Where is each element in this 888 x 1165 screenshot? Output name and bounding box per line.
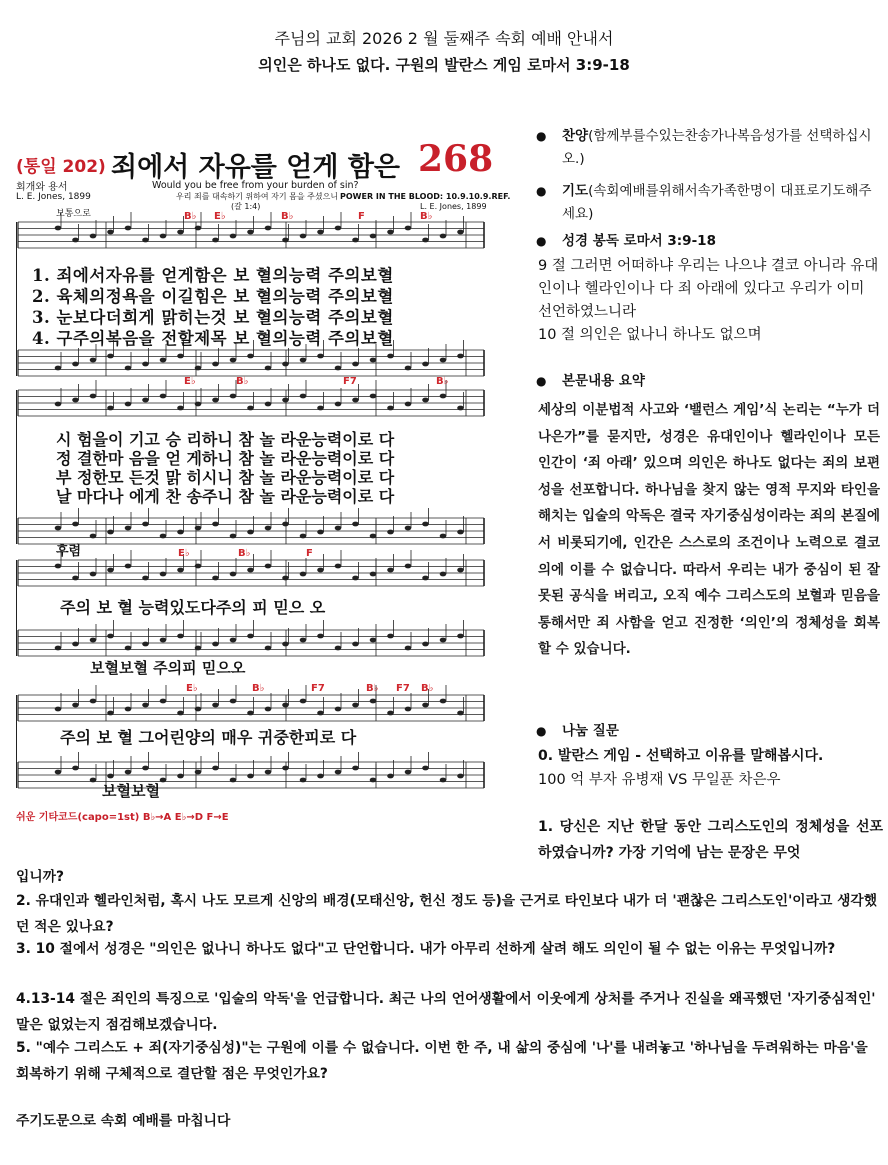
note-head [300, 394, 307, 399]
note-head [195, 646, 202, 651]
note-head [90, 534, 97, 539]
note-head [422, 642, 429, 647]
note-head [107, 406, 114, 411]
note-head [265, 646, 272, 651]
note-head [387, 568, 394, 573]
chord-label: B♭ [420, 211, 433, 222]
section-questions-heading [530, 720, 880, 743]
note-head [422, 576, 429, 581]
note-head [300, 778, 307, 783]
note-head [247, 774, 254, 779]
note-head [55, 526, 62, 531]
section-praise [530, 125, 880, 171]
note-head [300, 234, 307, 239]
note-head [317, 530, 324, 535]
chord-label: F7 [311, 683, 325, 694]
note-head [457, 230, 464, 235]
note-head [177, 406, 184, 411]
note-head [387, 634, 394, 639]
chord-label: B♭ [281, 211, 294, 222]
note-head [440, 394, 447, 399]
note-head [422, 398, 429, 403]
note-head [317, 634, 324, 639]
note-head [335, 646, 342, 651]
note-head [405, 366, 412, 371]
hymn-refrain-line-2: 주의 보 혈 그어린양의 매우 귀중한피로 다 [60, 728, 357, 747]
note-head [195, 402, 202, 407]
note-head [177, 530, 184, 535]
note-head [300, 358, 307, 363]
note-head [177, 354, 184, 359]
note-head [72, 522, 79, 527]
hymn-title: 죄에서 자유를 얻게 함은 [111, 152, 401, 183]
note-head [212, 362, 219, 367]
hymn-lyric-2-2: 정 결한마 음을 얻 게하니 참 놀 라운능력이로 다 [56, 449, 395, 468]
note-head [72, 362, 79, 367]
note-head [247, 711, 254, 716]
hymn-refrain-line-1: 주의 보 혈 능력있도다주의 피 믿으 오 [60, 598, 326, 617]
note-head [177, 568, 184, 573]
note-head [107, 530, 114, 535]
note-head [265, 526, 272, 531]
hymn-composer-right: L. E. Jones, 1899 [420, 202, 487, 211]
chord-label: B♭ [252, 683, 265, 694]
hymn-guitar-chords: 쉬운 기타코드(capo=1st) B♭→A E♭→D F→E [16, 812, 229, 823]
note-head [230, 699, 237, 704]
note-head [177, 634, 184, 639]
note-head [160, 534, 167, 539]
note-head [55, 226, 62, 231]
note-head [142, 362, 149, 367]
note-head [142, 576, 149, 581]
note-head [387, 406, 394, 411]
chord-label: F7 [343, 376, 357, 387]
note-head [387, 354, 394, 359]
chord-label: F7 [396, 683, 410, 694]
questions-label: 나눔 질문 [562, 723, 619, 739]
note-head [370, 394, 377, 399]
note-head [265, 564, 272, 569]
note-head [107, 774, 114, 779]
hymn-number: 268 [418, 138, 494, 180]
note-head [352, 362, 359, 367]
prayer-label: 기도 [562, 183, 589, 199]
note-head [90, 699, 97, 704]
note-head [440, 358, 447, 363]
note-head [247, 406, 254, 411]
summary-label: 본문내용 요약 [562, 373, 645, 389]
hymn-composer-left: L. E. Jones, 1899 [16, 192, 91, 202]
section-reading [530, 230, 880, 347]
note-head [405, 402, 412, 407]
note-head [422, 238, 429, 243]
hymn-lyric-2-3: 부 정한모 든것 맑 히시니 참 놀 라운능력이로 다 [56, 468, 395, 487]
note-head [422, 703, 429, 708]
praise-note: (함께부를수있는찬송가나복음성가를 선택하십시오.) [562, 128, 872, 167]
note-head [125, 526, 132, 531]
note-head [387, 530, 394, 535]
hymn-verse-ref: 우리 죄를 대속하기 위하여 자기 몸을 주셨으니 [176, 192, 339, 201]
note-head [387, 711, 394, 716]
question-0: 0. 발란스 게임 - 선택하고 이유를 말해봅시다. [538, 748, 824, 764]
note-head [370, 778, 377, 783]
note-head [125, 707, 132, 712]
note-head [405, 770, 412, 775]
bullet-icon: ● [536, 724, 547, 738]
note-head [300, 534, 307, 539]
note-head [335, 707, 342, 712]
note-head [352, 522, 359, 527]
question-4: 4.13-14 절은 죄인의 특징으로 '입술의 악독'을 언급합니다. 최근 나의 언어생활에서 이웃에게 상처를 주거나 진실을 왜곡했던 '자기중심적인' 말은 없었는지 점검해보겠습니다. [16, 991, 876, 1033]
note-head [352, 398, 359, 403]
note-head [335, 526, 342, 531]
note-head [247, 634, 254, 639]
note-head [317, 230, 324, 235]
note-head [195, 707, 202, 712]
note-head [282, 522, 289, 527]
note-head [282, 398, 289, 403]
note-head [230, 534, 237, 539]
note-head [72, 766, 79, 771]
note-head [72, 642, 79, 647]
chord-label: F [306, 548, 313, 559]
note-head [142, 238, 149, 243]
note-head [125, 402, 132, 407]
note-head [142, 398, 149, 403]
note-head [335, 402, 342, 407]
question-1-part-1: 1. 당신은 지난 한달 동안 그리스도인의 정체성을 선포하였습니까? 가장 기억에 남는 문장은 무엇 [538, 819, 883, 861]
note-head [55, 564, 62, 569]
note-head [352, 642, 359, 647]
note-head [142, 522, 149, 527]
note-head [247, 530, 254, 535]
note-head [212, 642, 219, 647]
note-head [90, 778, 97, 783]
note-head [230, 572, 237, 577]
note-head [335, 770, 342, 775]
note-head [387, 774, 394, 779]
note-head [55, 770, 62, 775]
hymn-ref: (통일 202) [16, 157, 106, 177]
note-head [440, 699, 447, 704]
note-head [90, 234, 97, 239]
note-head [440, 638, 447, 643]
chord-label: E♭ [214, 211, 226, 222]
note-head [370, 699, 377, 704]
chord-label: E♭ [184, 376, 196, 387]
note-head [422, 362, 429, 367]
note-head [107, 711, 114, 716]
note-head [90, 358, 97, 363]
note-head [177, 774, 184, 779]
note-head [230, 358, 237, 363]
note-head [440, 234, 447, 239]
note-head [160, 234, 167, 239]
note-head [230, 778, 237, 783]
prayer-note: (속회예배를위해서속가족한명이 대표로기도해주세요) [562, 183, 872, 222]
note-head [107, 230, 114, 235]
page-title: 주님의 교회 2026 2 월 둘째주 속회 예배 안내서 [274, 29, 614, 48]
note-head [247, 568, 254, 573]
chord-label: E♭ [178, 548, 190, 559]
note-head [160, 358, 167, 363]
hymn-tempo: 보통으로 [56, 209, 91, 219]
question-2: 2. 유대인과 헬라인처럼, 혹시 나도 모르게 신앙의 배경(모태신앙, 헌신 정도 등)을 근거로 타인보다 내가 더 '괜찮은 그리스도인'이라고 생각했던 적은 있나요? [16, 893, 878, 935]
praise-label: 찬양 [562, 128, 589, 144]
question-5: 5. "예수 그리스도 + 죄(자기중심성)"는 구원에 이를 수 없습니다. 이번 한 주, 내 삶의 중심에 '나'를 내려놓고 '하나님을 두려워하는 마음'을 회복하기 위해 구체적으로 결단할 점은 무엇인가요? [16, 1040, 868, 1082]
note-head [282, 703, 289, 708]
note-head [265, 366, 272, 371]
hymn-refrain-label: 후렴 [56, 544, 82, 559]
note-head [457, 354, 464, 359]
note-head [177, 230, 184, 235]
note-head [440, 572, 447, 577]
note-head [457, 774, 464, 779]
note-head [72, 576, 79, 581]
note-head [405, 707, 412, 712]
note-head [212, 703, 219, 708]
note-head [212, 398, 219, 403]
bullet-icon: ● [536, 374, 547, 388]
note-head [300, 572, 307, 577]
section-prayer [530, 180, 880, 226]
note-head [160, 778, 167, 783]
chord-label: B♭ [366, 683, 379, 694]
note-head [422, 766, 429, 771]
note-head [195, 366, 202, 371]
note-head [160, 699, 167, 704]
note-head [370, 358, 377, 363]
note-head [212, 576, 219, 581]
note-head [55, 402, 62, 407]
page-subtitle: 의인은 하나도 없다. 구원의 발란스 게임 로마서 3:9-18 [258, 56, 630, 74]
note-head [125, 366, 132, 371]
note-head [300, 638, 307, 643]
chord-label: B♭ [238, 548, 251, 559]
note-head [405, 564, 412, 569]
note-head [457, 530, 464, 535]
note-head [317, 354, 324, 359]
note-head [317, 774, 324, 779]
note-head [317, 568, 324, 573]
note-head [352, 576, 359, 581]
question-3: 3. 10 절에서 성경은 "의인은 없나니 하나도 없다"고 단언합니다. 내가 아무리 선하게 살려 해도 의인이 될 수 없는 이유는 무엇입니까? [16, 941, 836, 957]
hymn-category: 회개와 용서 [16, 182, 68, 193]
note-head [195, 564, 202, 569]
note-head [352, 703, 359, 708]
note-head [195, 226, 202, 231]
hymn-sheet [16, 138, 511, 830]
note-head [125, 646, 132, 651]
note-head [142, 703, 149, 708]
note-head [282, 642, 289, 647]
reading-label: 성경 봉독 로마서 3:9-18 [562, 233, 716, 249]
note-head [55, 707, 62, 712]
chord-label: E♭ [186, 683, 198, 694]
hymn-en-title: Would you be free from your burden of sin? [152, 180, 359, 191]
note-head [457, 634, 464, 639]
note-head [265, 707, 272, 712]
note-head [282, 766, 289, 771]
note-head [317, 406, 324, 411]
note-head [335, 226, 342, 231]
question-0-options: 100 억 부자 유병재 VS 무일푼 차은우 [538, 772, 781, 788]
note-head [440, 534, 447, 539]
hymn-verse-src: (갈 1:4) [231, 202, 261, 211]
chord-label: B♭ [236, 376, 249, 387]
note-head [370, 638, 377, 643]
note-head [55, 366, 62, 371]
note-head [160, 638, 167, 643]
section-summary-heading [530, 370, 880, 393]
note-head [160, 572, 167, 577]
note-head [230, 394, 237, 399]
note-head [282, 238, 289, 243]
note-head [457, 406, 464, 411]
note-head [107, 354, 114, 359]
chord-label: B♭ [184, 211, 197, 222]
bullet-icon: ● [536, 234, 547, 248]
note-head [90, 572, 97, 577]
note-head [317, 711, 324, 716]
note-head [370, 234, 377, 239]
chord-label: B♭ [436, 376, 449, 387]
note-head [125, 226, 132, 231]
note-head [422, 522, 429, 527]
reading-verse-10: 10 절 의인은 없나니 하나도 없으며 [538, 327, 762, 343]
hymn-lyric-1-4: 4. 구주의복음을 전할제목 보 혈의능력 주의보혈 [32, 329, 394, 348]
hymn-refrain-bass-1: 보혈보혈 주의피 믿으오 [90, 659, 246, 677]
hymn-lyric-1-3: 3. 눈보다더희게 맑히는것 보 혈의능력 주의보혈 [32, 308, 394, 327]
note-head [352, 238, 359, 243]
summary-text: 세상의 이분법적 사고와 ‘밸런스 게임’식 논리는 “누가 더 나은가”를 묻지만, 성경은 유대인이나 헬라인이나 모든 인간이 ‘죄 아래’ 있으며 의인은 하나도 없다는 죄의 보편성을 선포합니다. 하나님을 찾지 않는 영적 무지와 타인을 해치는 입술의 악독은 결국 자기중심성이라는 죄의 본질에서 비롯되기에, 인간은 스스로의 조건이나 노력으로 결코 의에 이를 수 없습니다. 따라서 우리는 내가 중심이 된 잘못된 공식을 버리고, 오직 예수 그리스도의 보혈과 믿음을 통해서만 죄 사함을 얻고 진정한 ‘의인’의 정체성을 회복할 수 있습니다. [538, 402, 880, 658]
note-head [405, 646, 412, 651]
note-head [405, 226, 412, 231]
note-head [247, 354, 254, 359]
note-head [125, 770, 132, 775]
note-head [107, 568, 114, 573]
note-head [265, 226, 272, 231]
note-head [405, 526, 412, 531]
note-head [212, 238, 219, 243]
note-head [160, 394, 167, 399]
note-head [282, 576, 289, 581]
note-head [457, 568, 464, 573]
note-head [177, 711, 184, 716]
note-head [125, 564, 132, 569]
hymn-lyric-2-4: 날 마다나 에게 찬 송주니 참 놀 라운능력이로 다 [56, 487, 395, 506]
note-head [230, 638, 237, 643]
note-head [212, 766, 219, 771]
note-head [212, 522, 219, 527]
note-head [387, 230, 394, 235]
note-head [352, 766, 359, 771]
note-head [230, 234, 237, 239]
note-head [107, 634, 114, 639]
note-head [370, 572, 377, 577]
hymn-meter: POWER IN THE BLOOD: 10.9.10.9.REF. [340, 192, 511, 201]
hymn-lyric-1-2: 2. 육체의정욕을 이길힘은 보 혈의능력 주의보혈 [32, 287, 394, 306]
note-head [55, 646, 62, 651]
closing-text: 주기도문으로 속회 예배를 마칩니다 [16, 1113, 231, 1129]
reading-verse-9: 9 절 그러면 어떠하냐 우리는 나으냐 결코 아니라 유대인이나 헬라인이나 다 죄 아래에 있다고 우리가 이미 선언하였느니라 [538, 258, 879, 320]
note-head [265, 402, 272, 407]
note-head [335, 366, 342, 371]
note-head [142, 642, 149, 647]
note-head [72, 238, 79, 243]
note-head [90, 394, 97, 399]
hymn-lyric-1-1: 1. 죄에서자유를 얻게함은 보 혈의능력 주의보혈 [32, 266, 394, 285]
hymn-lyric-2-1: 시 험을이 기고 승 리하니 참 놀 라운능력이로 다 [56, 430, 395, 449]
bullet-icon: ● [536, 184, 547, 198]
note-head [282, 362, 289, 367]
note-head [72, 398, 79, 403]
note-head [142, 766, 149, 771]
chord-label: F [358, 211, 365, 222]
note-head [370, 534, 377, 539]
note-head [72, 703, 79, 708]
chord-label: B♭ [421, 683, 434, 694]
note-head [195, 770, 202, 775]
note-head [247, 230, 254, 235]
question-1-part-2: 입니까? [16, 869, 64, 885]
note-head [90, 638, 97, 643]
note-head [300, 699, 307, 704]
bullet-icon: ● [536, 129, 547, 143]
note-head [440, 778, 447, 783]
note-head [335, 564, 342, 569]
note-head [457, 711, 464, 716]
note-head [195, 526, 202, 531]
hymn-refrain-bass-2: 보혈보혈 [102, 782, 160, 800]
note-head [265, 770, 272, 775]
